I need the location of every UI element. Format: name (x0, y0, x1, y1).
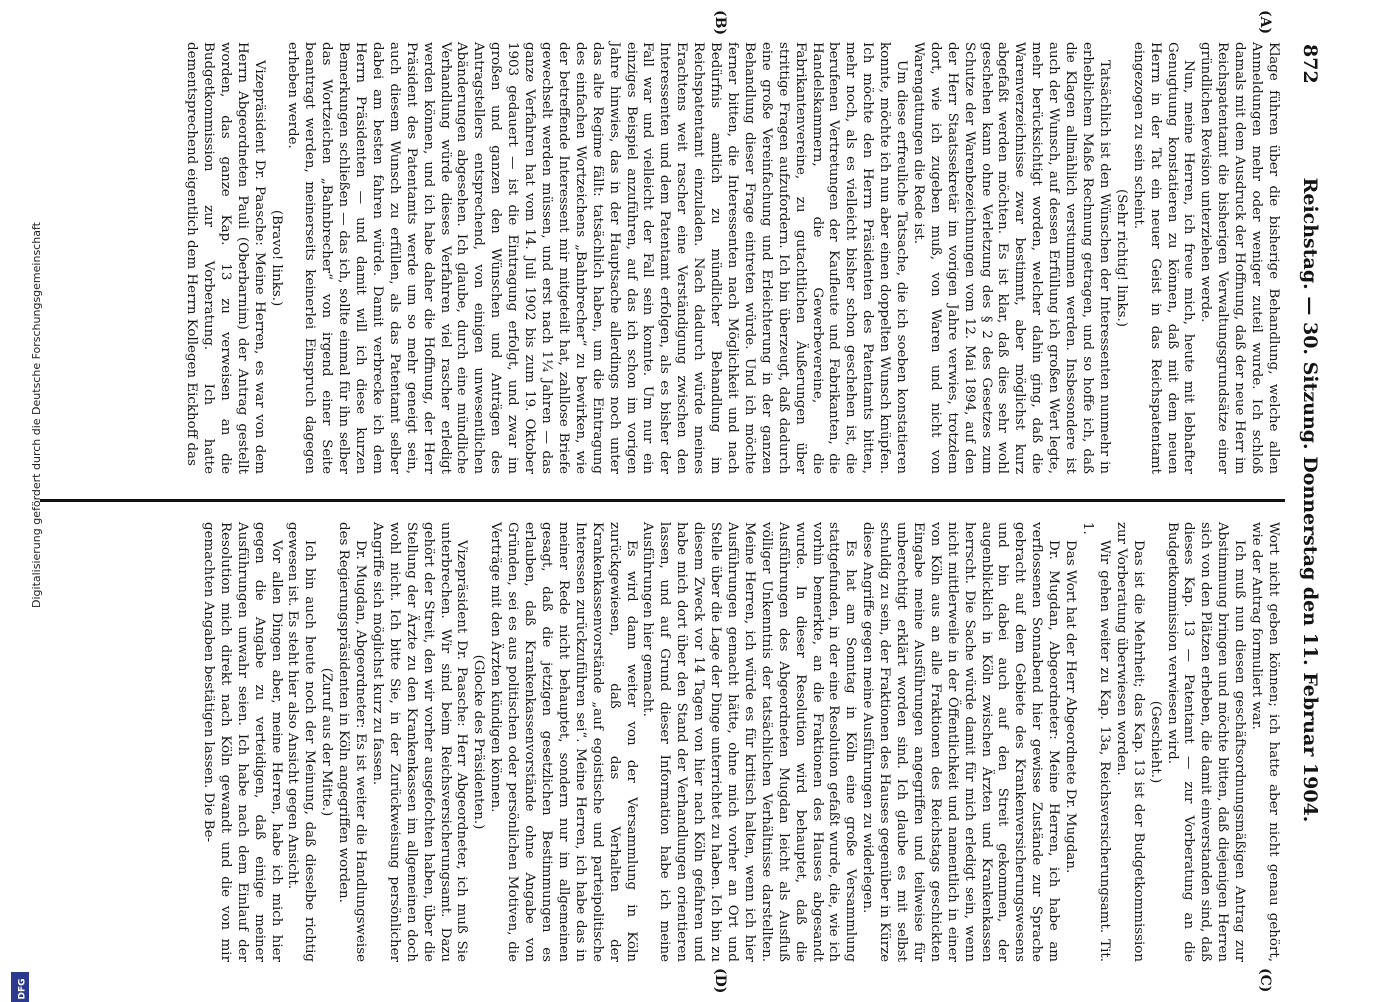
paragraph: Wort nicht geben können; ich hatte aber nicht genau gehört, wie der Antrag formuliert war. (1249, 522, 1281, 962)
paragraph: Dr. Mugdan, Abgeordneter: Es ist weiter die Handlungsweise des Regierungspräsidenten in Köln angegriffen worden. (336, 522, 369, 962)
interjection: (Sehr richtig! links.) (1113, 189, 1129, 327)
digitization-footer (8, 10, 43, 1000)
paragraph: Es wird dann weiter von der Versammlung in Köln zurückgewiesen, daß das Verhalten der Krankenkassenvorstände „auf egoistische und parteipolitische Interessen zurückzuführen sei“. Meine Herren, ich habe das in meiner Rede nicht behauptet, sondern nur im allgemeinen gesagt, daß die jetzigen gesetzlichen Bestimmungen es erlauben, daß Krankenkassenvorstände ohne Angabe von Gründen, sei es aus politischen oder persönlichen Motiven, die Verträge mit den Ärzten kündigen können. (488, 522, 639, 962)
margin-mark-d: (D) (712, 968, 728, 994)
paragraph: Vor allen Dingen aber, meine Herren, habe ich mich hier gegen die Angabe zu verteidigen, daß einige meiner Ausführungen unwahr seien. Ich habe nach dem Einlauf der Resolution mich direkt nach Köln gewandt und die von mir gemachten Angaben bestätigen lassen. Die Be- (200, 522, 284, 962)
paragraph: Vizepräsident Dr. Paasche: Meine Herren, es war von dem Herrn Abgeordneten Pauli (Oberbarnim) der Antrag gestellt worden, das ganze Kap. 13 zu verweisen an die Budgetkommission zur Vorberatung. Ich hatte dementsprechend eigentlich dem Herrn Kollegen Eickhoff das (184, 42, 267, 474)
dfg-logo-icon: DFG (11, 972, 29, 1002)
running-title: Reichstag. — 30. Sitzung. Donnerstag den 11. Februar 1904. (1299, 177, 1321, 823)
margin-mark-c: (C) (1257, 968, 1273, 993)
interjection: (Bravo! links.) (268, 209, 284, 307)
page-number: 872 (1299, 44, 1321, 84)
interjection: (Zuruf aus der Mitte.) (319, 667, 335, 817)
paragraph: Vizepräsident Dr. Paasche: Herr Abgeordneter, ich muß Sie unterbrechen. Wir sind beim Reichsversicherungsamt. Dazu gehört der Streit, den wir vorher ausgefochten haben, über die Stellung der Ärzte zu den Krankenkassen im allgemeinen doch wohl nicht. Ich bitte Sie, in der Zurückweisung persönlicher Angriffe sich möglichst kurz zu fassen. (369, 522, 470, 962)
paragraph: Das Wort hat der Herr Abgeordnete Dr. Mugdan. (1063, 540, 1079, 874)
paragraph: Tatsächlich ist den Wünschen der Interessenten nunmehr in erheblichem Maße Rechnung getragen, und so hoffe ich, daß die Klagen allmählich verstummen werden. Insbesondere ist auch der Wunsch, auf dessen Erfüllung ich großen Wert legte, mehr berücksichtigt worden, welcher dahin ging, daß die Warenverzeichnisse zwar bestimmt, aber möglichst kurz abgefaßt werden möchten. Es ist klar, daß dies sehr wohl geschehen kann ohne Verletzung des § 2 des Gesetzes zum Schutze der Warenbezeichnungen vom 12. Mai 1894, auf den der Herr Staatssekretär im vorigen Jahre verwies, trotzdem dort, wie ich zugeben muß, von Waren und nicht von Warengattungen die Rede ist. (910, 42, 1112, 474)
right-text-column (199, 522, 1281, 962)
paragraph: Das ist die Mehrheit; das Kap. 13 ist der Budgetkommission zur Vorberatung überwiesen worden. (1113, 522, 1146, 962)
paragraph: Um diese erfreuliche Tatsache, die ich soeben konstatieren konnte, möchte ich nun aber einen doppelten Wunsch knüpfen. Ich möchte den Herrn Präsidenten des Patentamts bitten, mehr noch, als es vielleicht bisher schon geschehen ist, die berufenen Vertretungen der Kaufleute und Fabrikanten, die Handelskammern, die Gewerbevereine, die Fabrikantenvereine, zu gutachtlichen Äußerungen über strittige Fragen aufzufordern. Ich bin überzeugt, daß dadurch eine große Vereinfachung und Erleichterung in der ganzen Behandlung dieser Frage eintreten würde. Und ich möchte ferner bitten, die Interessenten nach Möglichkeit und nach Bedürfnis amtlich zu mündlicher Behandlung im Reichspatentamt einzuladen. Nach dadurch würde meines Erachtens weit rascher eine Verständigung zwischen den Interessenten und dem Patentamt erfolgen, als es bisher der Fall war und vielleicht der Fall sein konnte. Um nur ein einziges Beispiel anzuführen, auf das ich schon im vorigen Jahre hinwies, das in der Hauptsache allerdings noch unter das alte Regime fällt: tatsächlich haben, um die Eintragung des einfachen Wortzeichens „Bahnbrecher“ zu bewirken, wie der betreffende Interessent mir mitgeteilt hat, zahllose Briefe gewechselt werden müssen, und erst nach 1¼ Jahren — das ganze Verfahren hat vom 14. Juli 1902 bis zum 19. Oktober 1903 gedauert — ist die Eintragung erfolgt, und zwar im großen und ganzen den Wünschen und Anträgen des Antragstellers entsprechend, von einigen unwesentlichen Abänderungen abgesehen. Ich glaube, durch eine mündliche Verhandlung würde dieses Verfahren viel rascher erledigt werden können, und ich habe daher die Hoffnung, der Herr Präsident des Patentamts werde um so mehr geneigt sein, auch diesem Wunsch zu erfüllen, als das Patentamt selber dabei am besten fahren würde. Damit verbrecke ich dem Herrn Präsidenten — und damit will ich diese kurzen Bemerkungen schließen — das ich, sollte einmal für ihn selber das Wortzeichen „Bahnbrecher“ von irgend einer Seite beantragt werden, meinerseits keinerlei Einspruch dagegen erheben werde. (285, 42, 910, 474)
paragraph: Es hat am Sonntag in Köln eine große Versammlung stattgefunden, in der eine Resolution gefaßt wurde, die, wie ich vorhin bemerkte, an die Fraktionen des Hauses abgesandt wurde. In dieser Resolution wird behauptet, daß die Ausführungen des Abgeordneten Mugdan leicht als Ausfluß völliger Unkenntnis der tatsächlichen Verhältnisse darstellten. Meine Herren, ich würde es für kritisch halten, wenn ich hier Ausführungen gemacht hätte, ohne mich vorher an Ort und Stelle über die Lage der Dinge unterrichtet zu haben. Ich bin zu diesem Zweck vor 14 Tagen von hier nach Köln gefahren und habe mich dort über den Stand der Verhandlungen orientieren lassen, und auf Grund dieser Information habe ich meine Ausführungen hier gemacht. (640, 522, 859, 962)
funding-note: Digitalisierung gefördert durch die Deutsche Forschungsgemeinschaft (30, 222, 43, 608)
left-text-column (182, 42, 1281, 474)
paragraph: Ich bin auch heute noch der Meinung, daß dieselbe richtig gewesen ist. Es steht hier also Ansicht gegen Ansicht. (285, 522, 318, 962)
interjection: (Glocke des Präsidenten.) (471, 654, 487, 830)
paragraph: Klage führen über die bisherige Behandlung, welche allen Anmeldungen mehr oder weniger zuteil wurde. Ich schloß damals mit dem Ausdruck der Hoffnung, daß der neue Herr im Reichspatentamt die bisherigen Verwaltungsgrundsätze einer gründlichen Revision unterziehen werde. (1198, 42, 1281, 474)
page-header (1291, 44, 1325, 956)
margin-mark-b: (B) (712, 10, 728, 36)
interjection: (Geschieht.) (1147, 700, 1163, 784)
paragraph: Ich muß nun diesen geschäftsordnungsmäßigen Antrag zur Abstimmung bringen und möchte bitten, daß diejenigen Herren sich von den Plätzen erheben, die damit einverstanden sind, daß dieses Kap. 13 — Patentamt — zur Vorberatung an die Budgetkommission verwiesen wird. (1164, 522, 1248, 962)
column-divider (40, 499, 1285, 502)
paragraph: Wir gehen weiter zu Kap. 13a, Reichsversicherungsamt. Tit. 1. (1080, 522, 1112, 962)
paragraph: Nun, meine Herren, ich freue mich, heute mit lebhafter Genugtuung konstatieren zu können, daß mit dem neuen Herrn in der Tat ein neuer Geist in das Reichspatentamt eingezogen zu sein scheint. (1130, 42, 1197, 474)
paragraph: Dr. Mugdan, Abgeordneter: Meine Herren, ich habe am verflossenen Sonnabend hier gewisse Zustände zur Sprache gebracht auf dem Gebiete des Krankenversicherungswesens und bin dabei auch auf den Streit gekommen, der augenblicklich in Köln zwischen Ärzten und Krankenkassen herrscht. Die Sache würde damit für mich erledigt sein, wenn nicht mittlerweile in der Öffentlichkeit und namentlich in einer von Köln aus an alle Fraktionen des Reichstags geschickten Eingabe meine Ausführungen angegriffen und teilweise für unberechtigt erklärt worden sind. Ich glaube es mit selbst schuldig zu sein, der Fraktionen des Hauses gegenüber in Kürze diese Angriffe gegen meine Ausführungen zu widerlegen. (860, 522, 1062, 962)
margin-mark-a: (A) (1257, 10, 1273, 35)
rotated-page (33, 0, 1333, 1000)
